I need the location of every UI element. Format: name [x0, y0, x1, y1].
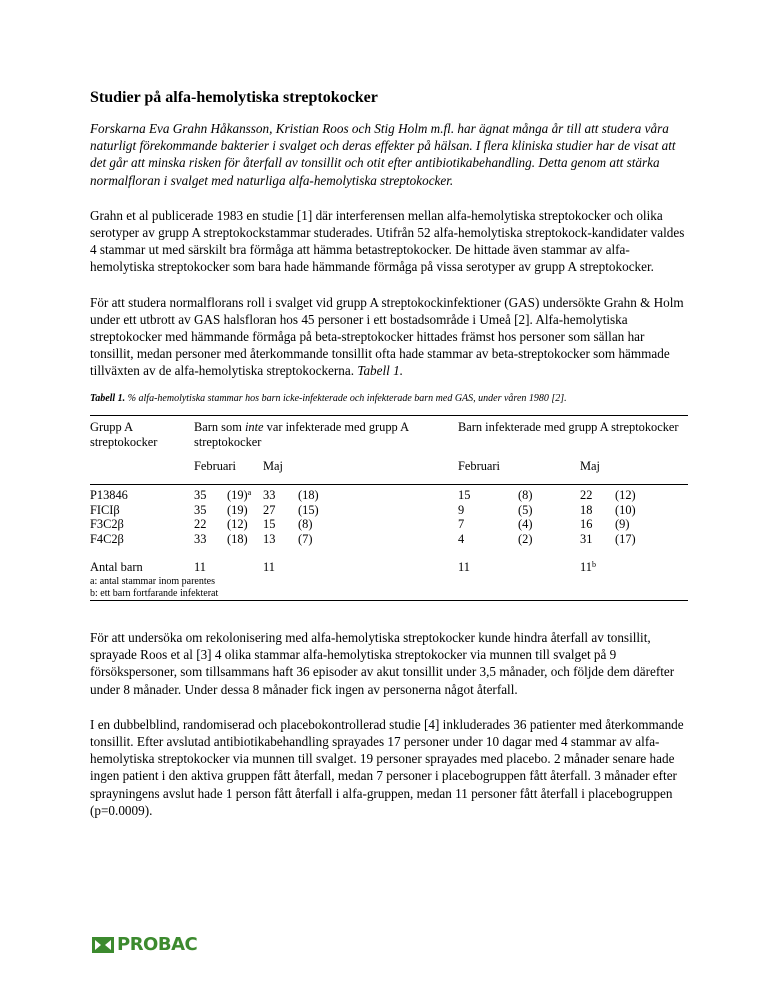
subheader-feb-1: Februari [194, 459, 236, 474]
table-row: P13846 35 $(19)^a$ 33 (18) 15 (8) 22 (12) [90, 487, 636, 502]
subheader-maj-2: Maj [580, 459, 600, 474]
footnote-a: a: antal stammar inom parentes [90, 575, 215, 587]
data-table [90, 415, 688, 601]
document-page [90, 88, 688, 837]
page-title: Studier på alfa-hemolytiska streptokocker [90, 89, 378, 106]
paragraph-2 [90, 294, 688, 380]
paragraph-3: För att undersöka om rekolonisering med alfa-hemolytiska streptokocker kunde hindra återfall av tonsillit, sprayade Roos et al [3] 4 olika stammar alfa-hemolytiska streptokocker via munnen till svalget på 9 försökspersoner, som tillsammans haft 36 episoder av akut tonsillit under 3,5 månader, och följde dem därefter under 8 månader. Under dessa 8 månader fick ingen av personerna något återfall. [90, 629, 675, 697]
table-caption-label: Tabell 1. [90, 392, 126, 404]
footnote-b: b: ett barn fortfarande infekterat [90, 587, 219, 599]
subheader-feb-2: Februari [458, 459, 500, 474]
table-row: FICIβ 35 (19) 27 (15) 9 (5) 18 (10) [90, 502, 636, 517]
paragraph-4: I en dubbelblind, randomiserad och placebokontrollerad studie [4] inkluderades 36 patienter med återkommande tonsillit. Efter avslutad antibiotikabehandling sprayades 17 personer under 10 dagar med 4 stammar av alfa-hemolytiska streptokocker via munnen till svalget. 19 personer sprayades med placebo. 2 månader senare hade ingen patient i den aktiva gruppen fått återfall, medan 7 personer i placebogruppen fått återfall. 3 månader efter sprayningens avslut hade 1 person fått återfall i alfa-gruppen, medan 11 personer fått återfall i placebogruppen (p=0.0009). [90, 716, 684, 818]
footnote-marker-a: a [247, 487, 252, 497]
group-header-infected: Barn infekterade med grupp A streptokocker [458, 420, 679, 435]
table-row: F3C2β 22 (12) 15 (8) 7 (4) 16 (9) [90, 517, 630, 532]
footnote-marker-b: b [591, 560, 596, 570]
table-footnotes [90, 576, 688, 601]
table-caption [90, 393, 688, 406]
emphasis-inte: inte [244, 420, 264, 435]
probac-logo-icon [92, 937, 114, 953]
paragraph-2-text: För att studera normalflorans roll i svalget vid grupp A streptokockinfektioner (GAS) undersökte Grahn & Holm under ett utbrott av GAS halsfloran hos 45 personer i ett bostadsområde i Umeå [2]. Alfa-hemolytiska streptokocker med hämmande förmåga på beta-streptokocker hittades främst hos personer som sällan har tonsillit, medan personer med återkommande tonsillit ofta hade stammar av beta-streptokocker som hämmade tillväxten av de alfa-hemolytiska streptokockerna. [90, 294, 684, 379]
subheader-maj-1: Maj [263, 459, 283, 474]
group-header-non-infected: Barn som inte var infekterade med grupp A streptokocker [194, 420, 409, 449]
table-reference: Tabell 1. [357, 363, 404, 379]
probac-logo-text: PROBAC [117, 934, 198, 955]
table-row: F4C2β 33 (18) 13 (7) 4 (2) 31 (17) [90, 531, 636, 546]
table-row-count: Antal barn 11 11 11 11$^b$ [90, 546, 688, 576]
paragraph-1: Grahn et al publicerade 1983 en studie [1] där interferensen mellan alfa-hemolytiska streptokocker och olika serotyper av grupp A streptokockstammar studerades. Utifrån 52 alfa-hemolytiska streptokock-kandidater valdes 4 stammar ut med särskilt bra förmåga att hämma betastreptokocker. De hittade även stammar av alfa-hemolytiska streptokocker som bara hade hämmande förmåga på vissa serotyper av grupp A streptokocker. [90, 207, 685, 275]
table-caption-text: % alfa-hemolytiska stammar hos barn icke-infekterade och infekterade barn med GAS, under våren 1980 [2]. [127, 392, 567, 404]
probac-logo [92, 934, 197, 955]
count-label: Antal barn [90, 560, 143, 575]
column-header-grupp: Grupp A streptokocker [90, 420, 158, 449]
lead-paragraph: Forskarna Eva Grahn Håkansson, Kristian Roos och Stig Holm m.fl. har ägnat många år till att studera våra naturligt förekommande bakterier i svalget och deras effekter på hälsan. I flera kliniska studier har de visat att det går att minska risken för återfall av tonsillit och otit efter antibiotikabehandling. Detta genom att stärka normalfloran i svalget med naturliga alfa-hemolytiska streptokocker. [90, 121, 676, 188]
